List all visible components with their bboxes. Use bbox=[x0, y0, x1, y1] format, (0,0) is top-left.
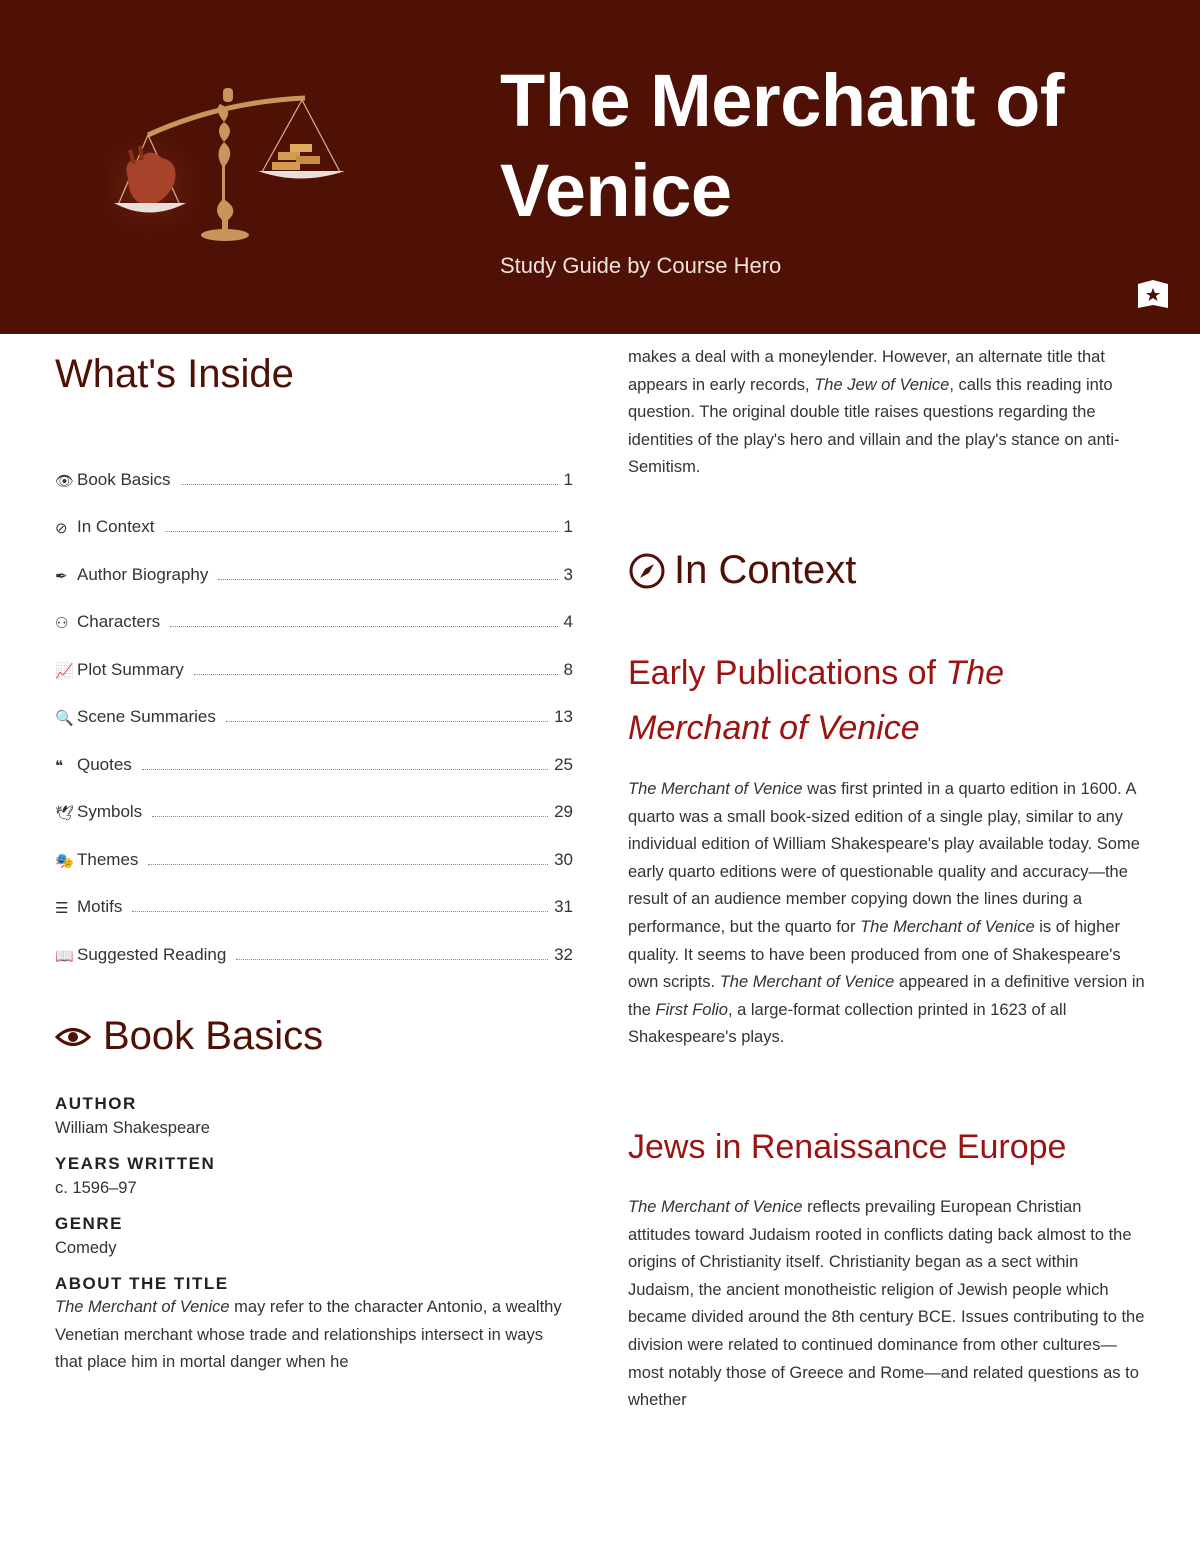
course-hero-badge-icon bbox=[1137, 279, 1169, 309]
people-icon: ⚇ bbox=[55, 615, 69, 632]
toc-item-label: Symbols bbox=[77, 802, 143, 821]
paragraph-text: is of higher quality. It seems to have been produced from one of Shakespeare's own scripts. bbox=[628, 917, 1121, 992]
toc-item-label: Book Basics bbox=[77, 469, 171, 489]
book-basics-facts bbox=[55, 1094, 575, 1377]
alt-title-italic: The Jew of Venice bbox=[814, 375, 950, 394]
toc-leader-dots bbox=[170, 626, 557, 627]
toc-item-in-context[interactable] bbox=[55, 490, 573, 538]
toc-item-motifs[interactable] bbox=[55, 870, 573, 918]
toc-item-scene-summaries[interactable] bbox=[55, 680, 573, 728]
pen-nib-icon: ✒ bbox=[55, 567, 68, 585]
toc-item-plot-summary[interactable] bbox=[55, 632, 573, 680]
list-icon: ☰ bbox=[55, 900, 69, 917]
years-written-label: YEARS WRITTEN bbox=[55, 1154, 216, 1173]
scales-of-justice-icon bbox=[100, 80, 360, 255]
genre-value: Comedy bbox=[55, 1239, 117, 1257]
book-basics-heading bbox=[55, 1014, 323, 1059]
toc-item-page: 25 bbox=[554, 754, 573, 774]
toc-item-characters[interactable] bbox=[55, 585, 573, 633]
early-publications-paragraph bbox=[628, 776, 1148, 1052]
toc-item-page: 8 bbox=[563, 659, 573, 679]
about-title-label: ABOUT THE TITLE bbox=[55, 1274, 229, 1293]
about-title-text bbox=[55, 1294, 575, 1377]
toc-item-page: 1 bbox=[563, 517, 573, 536]
heading-text: Early Publications of bbox=[628, 654, 946, 692]
toc-item-page: 4 bbox=[563, 612, 573, 631]
toc-leader-dots bbox=[236, 959, 548, 960]
paragraph-text: appeared in a definitive version in the bbox=[628, 973, 1145, 1019]
title-italic: The Merchant of Venice bbox=[628, 780, 803, 798]
author-label: AUTHOR bbox=[55, 1094, 137, 1113]
toc-leader-dots bbox=[132, 911, 548, 912]
toc-item-page: 29 bbox=[554, 802, 573, 821]
toc-item-label: Author Biography bbox=[77, 564, 209, 584]
author-value: William Shakespeare bbox=[55, 1119, 210, 1137]
toc-leader-dots bbox=[152, 816, 548, 817]
toc-item-quotes[interactable] bbox=[55, 727, 573, 775]
toc-item-page: 1 bbox=[563, 469, 573, 489]
toc-item-label: Suggested Reading bbox=[77, 944, 227, 964]
quote-icon: ❝ bbox=[55, 757, 64, 775]
toc-item-label: Quotes bbox=[77, 754, 132, 774]
eye-icon: 👁 bbox=[55, 472, 75, 490]
magnifier-icon: 🔍 bbox=[55, 710, 74, 727]
toc-item-label: Scene Summaries bbox=[77, 707, 216, 726]
toc-item-page: 30 bbox=[554, 849, 573, 869]
eye-icon bbox=[55, 1026, 91, 1048]
compass-icon bbox=[628, 552, 666, 590]
toc-item-page: 32 bbox=[554, 944, 573, 964]
toc-item-label: Themes bbox=[77, 849, 139, 869]
document-subtitle: Study Guide by Course Hero bbox=[500, 253, 782, 278]
toc-item-themes[interactable] bbox=[55, 822, 573, 870]
toc-item-page: 31 bbox=[554, 897, 573, 916]
first-folio-italic: First Folio bbox=[655, 1000, 728, 1019]
toc-item-author-biography[interactable] bbox=[55, 537, 573, 585]
whats-inside-title: What's Inside bbox=[55, 352, 294, 396]
bird-icon: 🕊 bbox=[55, 805, 75, 822]
toc-item-page: 3 bbox=[563, 564, 573, 584]
heading-italic: The Merchant of Venice bbox=[628, 654, 1005, 747]
paragraph-text: reflects prevailing European Christian attitudes toward Judaism rooted in conflicts dating back almost to the origins of Christianity itself. Christianity began as a sect within Judaism, the ancient monotheistic religion of Jewish people which became divided around the 8th century BCE. Issues contributing to the division were related to continued dominance from other cultures—most notably those of Greece and Rome—and related questions as to whether bbox=[628, 1198, 1145, 1410]
toc-leader-dots bbox=[165, 531, 558, 532]
toc-leader-dots bbox=[218, 579, 557, 580]
book-open-icon: 📖 bbox=[55, 947, 74, 965]
toc-item-label: In Context bbox=[77, 517, 155, 536]
title-italic: The Merchant of Venice bbox=[628, 1198, 803, 1216]
chart-icon: 📈 bbox=[55, 662, 74, 680]
in-context-title: In Context bbox=[674, 548, 857, 592]
toc-item-symbols[interactable] bbox=[55, 775, 573, 823]
toc-item-label: Motifs bbox=[77, 897, 123, 916]
book-basics-title: Book Basics bbox=[103, 1014, 324, 1058]
toc-leader-dots bbox=[181, 484, 558, 485]
years-written-value: c. 1596–97 bbox=[55, 1179, 137, 1197]
title-italic: The Merchant of Venice bbox=[55, 1298, 230, 1316]
title-italic: The Merchant of Venice bbox=[719, 973, 895, 992]
jews-renaissance-paragraph bbox=[628, 1194, 1148, 1415]
about-title-body: may refer to the character Antonio, a wealthy Venetian merchant whose trade and relationships intersect in ways that place him in mortal danger when he bbox=[55, 1298, 562, 1371]
toc-leader-dots bbox=[148, 864, 548, 865]
paragraph-text: was first printed in a quarto edition in 1600. A quarto was a small book-sized edition of a single play, similar to any individual edition of William Shakespeare's play available today. Some early quarto editions were of questionable quality and accuracy—the result of an audience member copying down the lines during a performance, but the quarto for bbox=[628, 780, 1140, 936]
toc-item-suggested-reading[interactable] bbox=[55, 917, 573, 965]
document-title: The Merchant of Venice bbox=[500, 59, 1064, 232]
genre-label: GENRE bbox=[55, 1214, 123, 1233]
about-title-continuation bbox=[628, 344, 1148, 482]
paragraph-text: , a large-format collection printed in 1623 of all Shakespeare's plays. bbox=[628, 1000, 1067, 1047]
title-italic: The Merchant of Venice bbox=[860, 917, 1035, 936]
toc-item-page: 13 bbox=[554, 707, 573, 726]
toc-item-label: Characters bbox=[77, 612, 161, 631]
continuation-text: makes a deal with a moneylender. However, an alternate title that appears in early records, bbox=[628, 348, 1105, 394]
toc-item-book-basics[interactable] bbox=[55, 442, 573, 490]
section-heading-early-publications bbox=[628, 646, 1148, 756]
toc-item-label: Plot Summary bbox=[77, 659, 184, 679]
continuation-text-end: , calls this reading into question. The original double title raises questions regarding the identities of the play's hero and villain and the play's stance on anti-Semitism. bbox=[628, 375, 1120, 476]
masks-icon: 🎭 bbox=[55, 852, 74, 870]
toc-leader-dots bbox=[142, 769, 548, 770]
section-heading-jews-renaissance: Jews in Renaissance Europe bbox=[628, 1128, 1067, 1166]
toc-leader-dots bbox=[226, 721, 548, 722]
toc-leader-dots bbox=[194, 674, 558, 675]
table-of-contents bbox=[55, 442, 573, 965]
compass-icon: ⊘ bbox=[55, 520, 68, 537]
in-context-heading bbox=[628, 548, 856, 593]
header-banner bbox=[0, 0, 1200, 334]
